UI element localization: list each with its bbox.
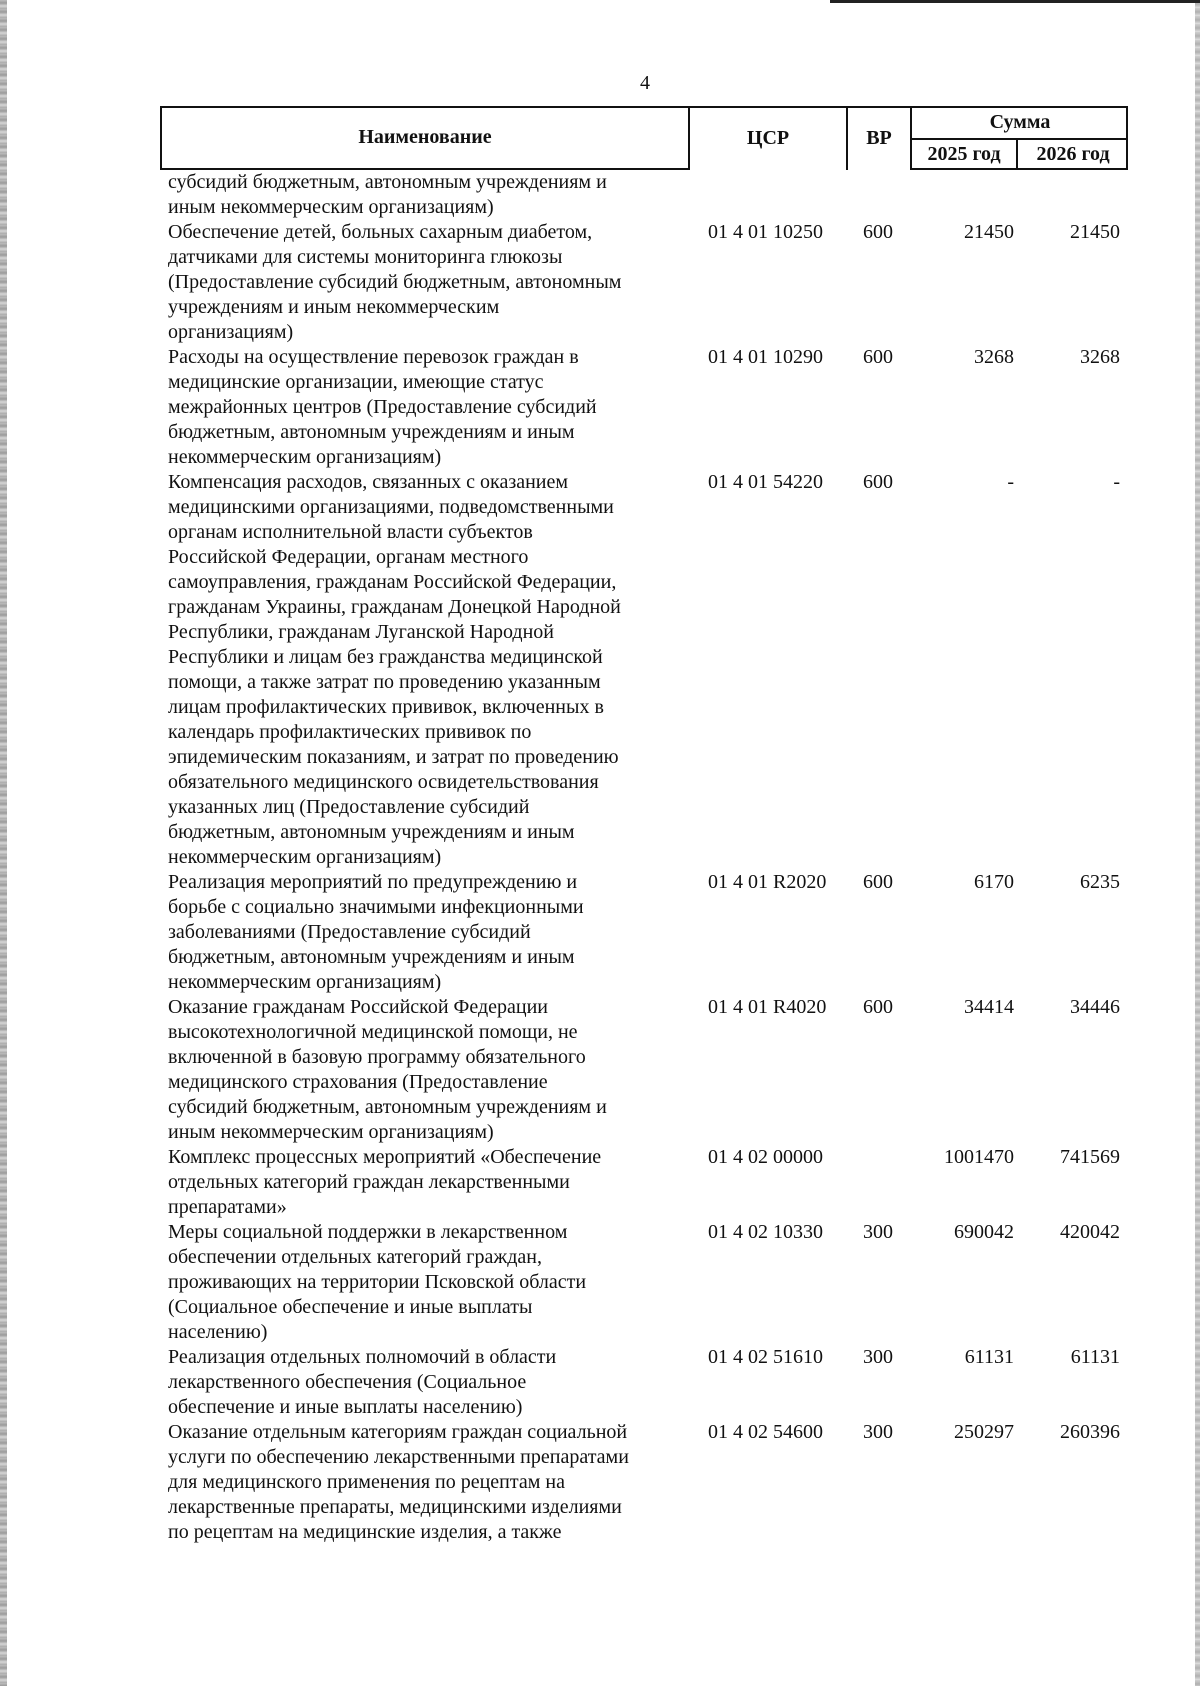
table-row <box>160 345 1128 470</box>
table-row <box>160 470 1128 870</box>
row-name: Расходы на осуществление перевозок граждан в медицинские организации, имеющие статус межрайонных центров (Предоставление субсидий бюджетным, автономным учреждениям и иным некоммерческим организациям) <box>168 346 597 468</box>
row-sum-2026: 260396 <box>1060 1421 1120 1443</box>
row-vr: 300 <box>863 1421 893 1443</box>
row-vr: 600 <box>863 346 893 368</box>
table-row <box>160 1345 1128 1420</box>
row-sum-2025: 3268 <box>974 346 1014 368</box>
table-row <box>160 1420 1128 1545</box>
row-csr: 01 4 02 10330 <box>708 1221 823 1243</box>
row-vr: 300 <box>863 1221 893 1243</box>
row-csr: 01 4 01 10290 <box>708 346 823 368</box>
table-row <box>160 995 1128 1145</box>
table-header <box>160 106 1128 170</box>
row-sum-2026: 741569 <box>1060 1146 1120 1168</box>
scan-top-line <box>830 0 1200 3</box>
scan-edge-left <box>0 0 7 1686</box>
row-csr: 01 4 01 R2020 <box>708 871 827 893</box>
table-row <box>160 1220 1128 1345</box>
row-sum-2026: 6235 <box>1080 871 1120 893</box>
row-sum-2026: 21450 <box>1070 221 1120 243</box>
row-csr: 01 4 02 54600 <box>708 1421 823 1443</box>
row-sum-2025: 34414 <box>964 996 1014 1018</box>
header-year-2026: 2026 год <box>1036 142 1110 165</box>
header-sum: Сумма <box>989 110 1051 133</box>
page-number: 4 <box>640 72 650 94</box>
row-name: Реализация мероприятий по предупреждению и борьбе с социально значимыми инфекционными заболеваниями (Предоставление субсидий бюджетным, автономным учреждениям и иным некоммерческим организациям) <box>168 871 584 993</box>
table-row <box>160 170 1128 220</box>
row-name: Реализация отдельных полномочий в области лекарственного обеспечения (Социальное обеспечение и иные выплаты населению) <box>168 1346 557 1418</box>
header-year-2025: 2025 год <box>927 142 1001 165</box>
row-vr: 600 <box>863 996 893 1018</box>
row-sum-2026: 420042 <box>1060 1221 1120 1243</box>
table-body <box>160 170 1128 1545</box>
table-row <box>160 870 1128 995</box>
row-csr: 01 4 01 R4020 <box>708 996 827 1018</box>
row-name: Оказание гражданам Российской Федерации высокотехнологичной медицинской помощи, не включенной в базовую программу обязательного медицинского страхования (Предоставление субсидий бюджетным, автономным учреждениям и иным некоммерческим организациям) <box>168 996 607 1143</box>
row-csr: 01 4 02 00000 <box>708 1146 823 1168</box>
table-row <box>160 1145 1128 1220</box>
row-sum-2026: - <box>1113 471 1120 493</box>
row-name: Оказание отдельным категориям граждан социальной услуги по обеспечению лекарственными препаратами для медицинского применения по рецептам на лекарственные препараты, медицинскими изделиями по рецептам на медицинские изделия, а также <box>168 1421 629 1543</box>
row-sum-2026: 3268 <box>1080 346 1120 368</box>
row-csr: 01 4 02 51610 <box>708 1346 823 1368</box>
header-vr: ВР <box>866 126 892 149</box>
row-sum-2025: 690042 <box>954 1221 1014 1243</box>
row-sum-2025: - <box>1007 471 1014 493</box>
row-vr: 600 <box>863 871 893 893</box>
row-sum-2026: 34446 <box>1070 996 1120 1018</box>
row-vr: 600 <box>863 221 893 243</box>
row-vr: 300 <box>863 1346 893 1368</box>
row-csr: 01 4 01 10250 <box>708 221 823 243</box>
row-sum-2025: 21450 <box>964 221 1014 243</box>
row-sum-2026: 61131 <box>1070 1346 1120 1368</box>
row-sum-2025: 6170 <box>974 871 1014 893</box>
table-row <box>160 220 1128 345</box>
row-sum-2025: 1001470 <box>944 1146 1014 1168</box>
row-name: Компенсация расходов, связанных с оказанием медицинскими организациями, подведомственными органам исполнительной власти субъектов Российской Федерации, органам местного самоуправления, гражданам Российской Федерации, гражданам Украины, гражданам Донецкой Народной Республики, гражданам Луганской Народной Республики и лицам без гражданства медицинской помощи, а также затрат по проведению указанным лицам профилактических прививок, включенных в календарь профилактических прививок по эпидемическим показаниям, и затрат по проведению обязательного медицинского освидетельствования указанных лиц (Предоставление субсидий бюджетным, автономным учреждениям и иным некоммерческим организациям) <box>168 471 621 868</box>
scan-edge-right <box>1195 0 1200 1686</box>
row-vr: 600 <box>863 471 893 493</box>
row-name: субсидий бюджетным, автономным учреждениям и иным некоммерческим организациям) <box>168 171 607 218</box>
row-name: Обеспечение детей, больных сахарным диабетом, датчиками для системы мониторинга глюкозы (Предоставление субсидий бюджетным, автономным учреждениям и иным некоммерческим организациям) <box>168 221 622 343</box>
row-sum-2025: 250297 <box>954 1421 1014 1443</box>
row-name: Комплекс процессных мероприятий «Обеспечение отдельных категорий граждан лекарственными препаратами» <box>168 1146 602 1218</box>
row-name: Меры социальной поддержки в лекарственном обеспечении отдельных категорий граждан, проживающих на территории Псковской области (Социальное обеспечение и иные выплаты населению) <box>168 1221 587 1343</box>
header-name: Наименование <box>358 125 492 148</box>
row-sum-2025: 61131 <box>964 1346 1014 1368</box>
header-csr: ЦСР <box>746 126 790 149</box>
row-csr: 01 4 01 54220 <box>708 471 823 493</box>
